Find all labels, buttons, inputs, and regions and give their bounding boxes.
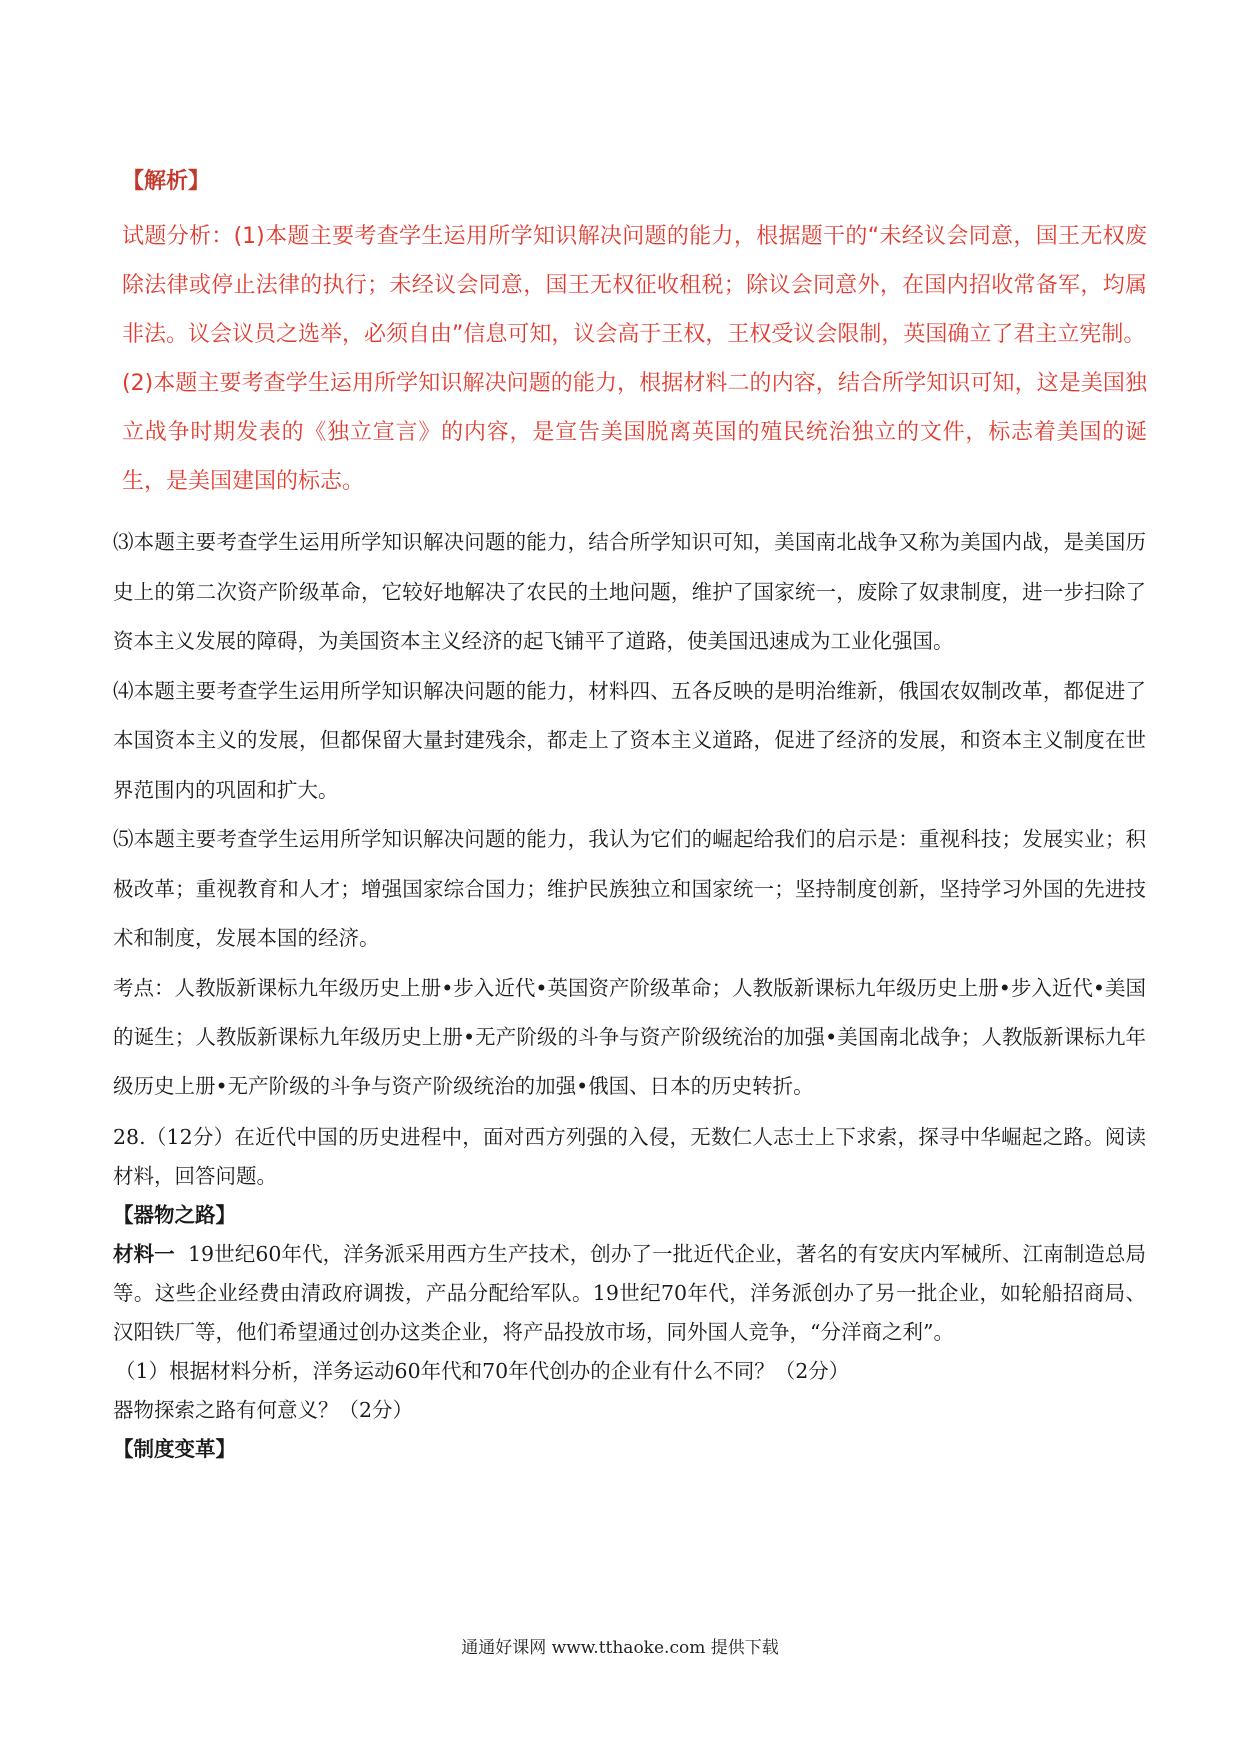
section-title-qiwu: 【器物之路】 bbox=[113, 1203, 236, 1227]
analysis-body-text bbox=[113, 518, 1146, 1111]
sub-question-1: （1）根据材料分析，洋务运动60年代和70年代创办的企业有什么不同？（2分） bbox=[115, 1359, 850, 1383]
page-footer: 通通好课网 www.tthaoke.com 提供下载 bbox=[461, 1638, 779, 1658]
kaodian-paragraph: 考点：人教版新课标九年级历史上册•步入近代•英国资产阶级革命；人教版新课标九年级历史上册•步入近代•美国的诞生；人教版新课标九年级历史上册•无产阶级的斗争与资产阶级统治的加强•美国南北战争；人教版新课标九年级历史上册•无产阶级的斗争与资产阶级统治的加强•俄国、日本的历史转折。 bbox=[113, 975, 1146, 1098]
section-title-zhidu: 【制度变革】 bbox=[113, 1437, 236, 1461]
analysis-paragraph-2: (2)本题主要考查学生运用所学知识解决问题的能力，根据材料二的内容，结合所学知识可知，这是美国独立战争时期发表的《独立宣言》的内容，是宣告美国脱离英国的殖民统治独立的文件，标志着美国的诞生，是美国建国的标志。 bbox=[122, 371, 1147, 494]
analysis-label: 【解析】 bbox=[122, 168, 211, 194]
question-28 bbox=[113, 1118, 1146, 1469]
sub-question-2: 器物探索之路有何意义？（2分） bbox=[113, 1398, 414, 1422]
analysis-paragraph-4: ⑷本题主要考查学生运用所学知识解决问题的能力，材料四、五各反映的是明治维新，俄国农奴制改革，都促进了本国资本主义的发展，但都保留大量封建残余，都走上了资本主义道路，促进了经济的发展，和资本主义制度在世界范围内的巩固和扩大。 bbox=[113, 678, 1146, 802]
analysis-paragraph-1: 试题分析：(1)本题主要考查学生运用所学知识解决问题的能力，根据题干的“未经议会同意，国王无权废除法律或停止法律的执行；未经议会同意，国王无权征收租税；除议会同意外，在国内招收常备军，均属非法。议会议员之选举，必须自由”信息可知，议会高于王权，王权受议会限制，英国确立了君主立宪制。 bbox=[122, 224, 1147, 347]
material-1-text: 19世纪60年代，洋务派采用西方生产技术，创办了一批近代企业，著名的有安庆内军械所、江南制造总局等。这些企业经费由清政府调拨，产品分配给军队。19世纪70年代，洋务派创办了另一批企业，如轮船招商局、汉阳铁厂等，他们希望通过创办这类企业，将产品投放市场，同外国人竞争，“分洋商之利”。 bbox=[113, 1242, 1147, 1344]
material-1-lead: 材料一 bbox=[113, 1242, 175, 1266]
analysis-red-text bbox=[122, 212, 1147, 506]
material-1 bbox=[113, 1235, 1146, 1352]
analysis-paragraph-3: ⑶本题主要考查学生运用所学知识解决问题的能力，结合所学知识可知，美国南北战争又称为美国内战，是美国历史上的第二次资产阶级革命，它较好地解决了农民的土地问题，维护了国家统一，废除了奴隶制度，进一步扫除了资本主义发展的障碍，为美国资本主义经济的起飞铺平了道路，使美国迅速成为工业化强国。 bbox=[113, 530, 1146, 653]
analysis-paragraph-5: ⑸本题主要考查学生运用所学知识解决问题的能力，我认为它们的崛起给我们的启示是：重视科技；发展实业；积极改革；重视教育和人才；增强国家综合国力；维护民族独立和国家统一；坚持制度创新，坚持学习外国的先进技术和制度，发展本国的经济。 bbox=[113, 827, 1146, 950]
question-intro: 28.（12分）在近代中国的历史进程中，面对西方列强的入侵，无数仁人志士上下求索，探寻中华崛起之路。阅读材料，回答问题。 bbox=[113, 1125, 1146, 1188]
